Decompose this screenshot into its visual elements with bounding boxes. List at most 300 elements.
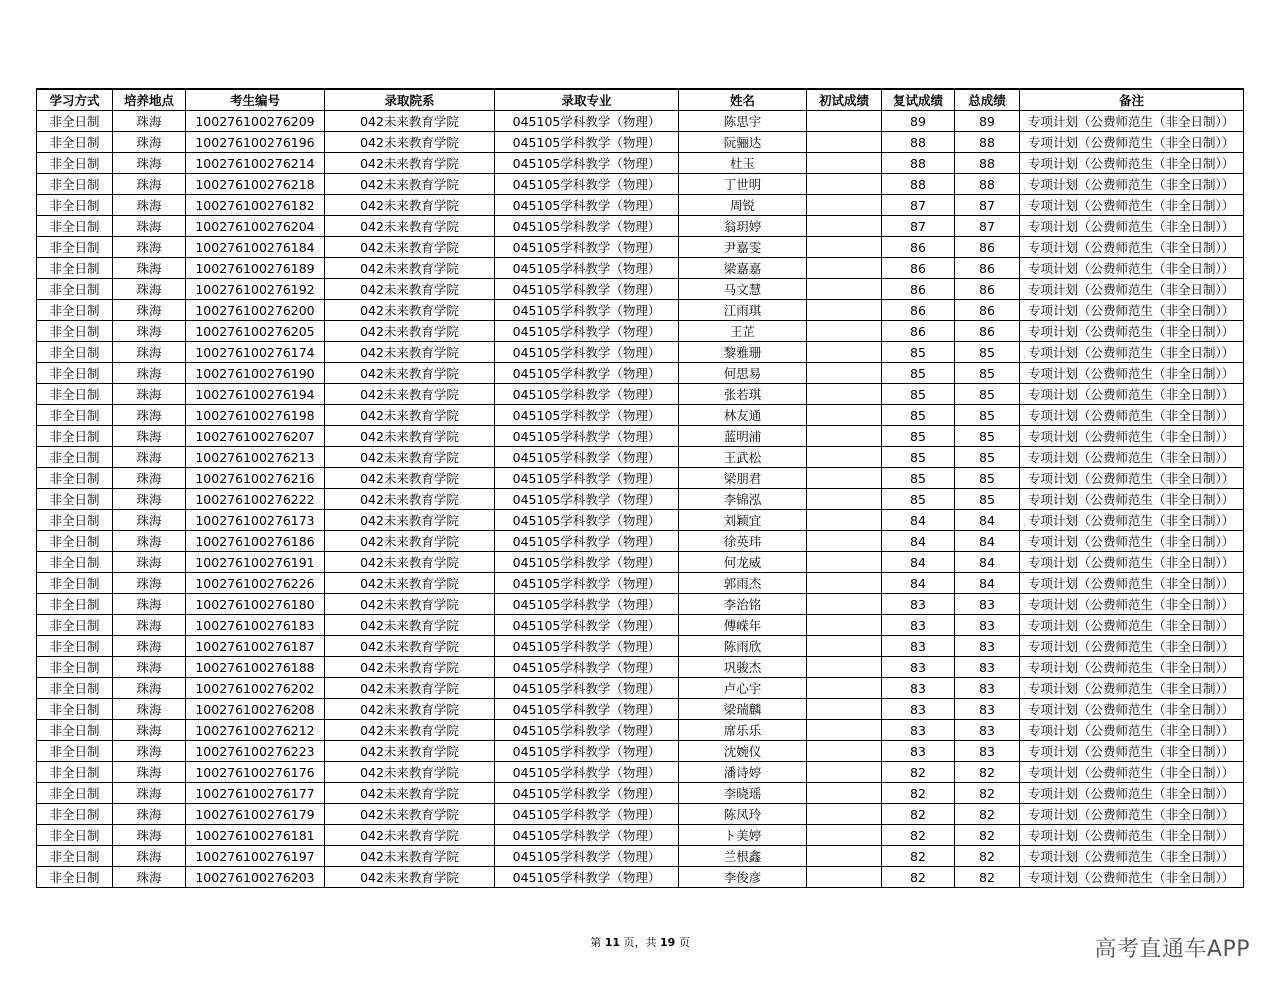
initial-score-cell	[807, 279, 882, 300]
table-row	[37, 384, 1244, 405]
department-cell: 042未来教育学院	[325, 153, 495, 174]
major-cell: 045105学科教学（物理）	[495, 153, 679, 174]
watermark: 高考直通车APP	[1094, 937, 1250, 962]
department-cell: 042未来教育学院	[325, 825, 495, 846]
candidate-id-cell: 100276100276207	[186, 426, 325, 447]
table-row	[37, 195, 1244, 216]
total-score-cell: 88	[955, 174, 1020, 195]
retest-score-cell: 85	[882, 405, 955, 426]
initial-score-cell	[807, 468, 882, 489]
total-score-cell: 84	[955, 510, 1020, 531]
location-cell: 珠海	[113, 720, 186, 741]
name-cell: 杜玉	[679, 153, 807, 174]
location-cell: 珠海	[113, 363, 186, 384]
admission-table	[36, 88, 1244, 888]
total-score-cell: 82	[955, 867, 1020, 888]
study-mode-cell: 非全日制	[37, 489, 113, 510]
study-mode-cell: 非全日制	[37, 573, 113, 594]
department-cell: 042未来教育学院	[325, 447, 495, 468]
table-row	[37, 426, 1244, 447]
table-row	[37, 342, 1244, 363]
remark-cell: 专项计划（公费师范生（非全日制））	[1020, 762, 1244, 783]
retest-score-cell: 86	[882, 237, 955, 258]
total-pages: 19	[660, 936, 676, 949]
location-cell: 珠海	[113, 237, 186, 258]
location-cell: 珠海	[113, 111, 186, 132]
total-score-cell: 86	[955, 300, 1020, 321]
table-row	[37, 741, 1244, 762]
study-mode-cell: 非全日制	[37, 594, 113, 615]
table-row	[37, 132, 1244, 153]
location-cell: 珠海	[113, 825, 186, 846]
name-cell: 沈婉仪	[679, 741, 807, 762]
study-mode-cell: 非全日制	[37, 636, 113, 657]
total-score-cell: 82	[955, 804, 1020, 825]
table-body	[37, 111, 1244, 888]
department-cell: 042未来教育学院	[325, 657, 495, 678]
name-cell: 马文慧	[679, 279, 807, 300]
column-header: 初试成绩	[807, 89, 882, 111]
major-cell: 045105学科教学（物理）	[495, 321, 679, 342]
column-header: 考生编号	[186, 89, 325, 111]
candidate-id-cell: 100276100276194	[186, 384, 325, 405]
total-score-cell: 83	[955, 741, 1020, 762]
initial-score-cell	[807, 132, 882, 153]
study-mode-cell: 非全日制	[37, 804, 113, 825]
page-prefix: 第	[590, 936, 602, 949]
major-cell: 045105学科教学（物理）	[495, 657, 679, 678]
major-cell: 045105学科教学（物理）	[495, 132, 679, 153]
name-cell: 郭雨杰	[679, 573, 807, 594]
remark-cell: 专项计划（公费师范生（非全日制））	[1020, 489, 1244, 510]
candidate-id-cell: 100276100276200	[186, 300, 325, 321]
name-cell: ト美婷	[679, 825, 807, 846]
candidate-id-cell: 100276100276184	[186, 237, 325, 258]
table-row	[37, 762, 1244, 783]
initial-score-cell	[807, 510, 882, 531]
study-mode-cell: 非全日制	[37, 300, 113, 321]
department-cell: 042未来教育学院	[325, 720, 495, 741]
table-row	[37, 405, 1244, 426]
retest-score-cell: 83	[882, 699, 955, 720]
major-cell: 045105学科教学（物理）	[495, 846, 679, 867]
column-header: 录取专业	[495, 89, 679, 111]
major-cell: 045105学科教学（物理）	[495, 258, 679, 279]
department-cell: 042未来教育学院	[325, 804, 495, 825]
location-cell: 珠海	[113, 426, 186, 447]
remark-cell: 专项计划（公费师范生（非全日制））	[1020, 447, 1244, 468]
name-cell: 周锐	[679, 195, 807, 216]
candidate-id-cell: 100276100276222	[186, 489, 325, 510]
retest-score-cell: 85	[882, 363, 955, 384]
retest-score-cell: 83	[882, 741, 955, 762]
initial-score-cell	[807, 720, 882, 741]
name-cell: 李锦泓	[679, 489, 807, 510]
initial-score-cell	[807, 300, 882, 321]
remark-cell: 专项计划（公费师范生（非全日制））	[1020, 384, 1244, 405]
major-cell: 045105学科教学（物理）	[495, 489, 679, 510]
major-cell: 045105学科教学（物理）	[495, 405, 679, 426]
location-cell: 珠海	[113, 594, 186, 615]
retest-score-cell: 83	[882, 678, 955, 699]
initial-score-cell	[807, 615, 882, 636]
table-row	[37, 237, 1244, 258]
department-cell: 042未来教育学院	[325, 615, 495, 636]
initial-score-cell	[807, 111, 882, 132]
candidate-id-cell: 100276100276183	[186, 615, 325, 636]
location-cell: 珠海	[113, 384, 186, 405]
major-cell: 045105学科教学（物理）	[495, 804, 679, 825]
retest-score-cell: 84	[882, 531, 955, 552]
candidate-id-cell: 100276100276213	[186, 447, 325, 468]
remark-cell: 专项计划（公费师范生（非全日制））	[1020, 720, 1244, 741]
department-cell: 042未来教育学院	[325, 741, 495, 762]
name-cell: 王芷	[679, 321, 807, 342]
total-score-cell: 87	[955, 216, 1020, 237]
page-suffix: 页	[678, 936, 690, 949]
department-cell: 042未来教育学院	[325, 384, 495, 405]
candidate-id-cell: 100276100276205	[186, 321, 325, 342]
study-mode-cell: 非全日制	[37, 720, 113, 741]
name-cell: 王武松	[679, 447, 807, 468]
name-cell: 席乐乐	[679, 720, 807, 741]
total-score-cell: 85	[955, 447, 1020, 468]
candidate-id-cell: 100276100276212	[186, 720, 325, 741]
initial-score-cell	[807, 594, 882, 615]
location-cell: 珠海	[113, 531, 186, 552]
initial-score-cell	[807, 762, 882, 783]
total-score-cell: 82	[955, 825, 1020, 846]
study-mode-cell: 非全日制	[37, 615, 113, 636]
remark-cell: 专项计划（公费师范生（非全日制））	[1020, 153, 1244, 174]
retest-score-cell: 82	[882, 783, 955, 804]
retest-score-cell: 85	[882, 468, 955, 489]
remark-cell: 专项计划（公费师范生（非全日制））	[1020, 468, 1244, 489]
table-row	[37, 363, 1244, 384]
name-cell: 徐英玮	[679, 531, 807, 552]
total-score-cell: 83	[955, 720, 1020, 741]
major-cell: 045105学科教学（物理）	[495, 720, 679, 741]
initial-score-cell	[807, 384, 882, 405]
remark-cell: 专项计划（公费师范生（非全日制））	[1020, 552, 1244, 573]
name-cell: 江雨琪	[679, 300, 807, 321]
major-cell: 045105学科教学（物理）	[495, 699, 679, 720]
major-cell: 045105学科教学（物理）	[495, 762, 679, 783]
major-cell: 045105学科教学（物理）	[495, 447, 679, 468]
initial-score-cell	[807, 237, 882, 258]
department-cell: 042未来教育学院	[325, 111, 495, 132]
location-cell: 珠海	[113, 573, 186, 594]
major-cell: 045105学科教学（物理）	[495, 678, 679, 699]
remark-cell: 专项计划（公费师范生（非全日制））	[1020, 804, 1244, 825]
table-row	[37, 636, 1244, 657]
retest-score-cell: 88	[882, 174, 955, 195]
table-header	[37, 89, 1244, 111]
location-cell: 珠海	[113, 867, 186, 888]
total-score-cell: 85	[955, 426, 1020, 447]
location-cell: 珠海	[113, 300, 186, 321]
retest-score-cell: 87	[882, 216, 955, 237]
retest-score-cell: 85	[882, 342, 955, 363]
initial-score-cell	[807, 258, 882, 279]
total-score-cell: 83	[955, 657, 1020, 678]
remark-cell: 专项计划（公费师范生（非全日制））	[1020, 174, 1244, 195]
candidate-id-cell: 100276100276196	[186, 132, 325, 153]
remark-cell: 专项计划（公费师范生（非全日制））	[1020, 573, 1244, 594]
name-cell: 兰根鑫	[679, 846, 807, 867]
name-cell: 巩骏杰	[679, 657, 807, 678]
retest-score-cell: 85	[882, 426, 955, 447]
remark-cell: 专项计划（公费师范生（非全日制））	[1020, 363, 1244, 384]
total-score-cell: 87	[955, 195, 1020, 216]
table-row	[37, 300, 1244, 321]
retest-score-cell: 83	[882, 594, 955, 615]
location-cell: 珠海	[113, 153, 186, 174]
study-mode-cell: 非全日制	[37, 531, 113, 552]
remark-cell: 专项计划（公费师范生（非全日制））	[1020, 678, 1244, 699]
retest-score-cell: 86	[882, 321, 955, 342]
table-row	[37, 678, 1244, 699]
location-cell: 珠海	[113, 762, 186, 783]
study-mode-cell: 非全日制	[37, 363, 113, 384]
location-cell: 珠海	[113, 699, 186, 720]
remark-cell: 专项计划（公费师范生（非全日制））	[1020, 216, 1244, 237]
initial-score-cell	[807, 363, 882, 384]
table-row	[37, 573, 1244, 594]
retest-score-cell: 82	[882, 825, 955, 846]
location-cell: 珠海	[113, 279, 186, 300]
department-cell: 042未来教育学院	[325, 846, 495, 867]
location-cell: 珠海	[113, 174, 186, 195]
major-cell: 045105学科教学（物理）	[495, 594, 679, 615]
initial-score-cell	[807, 825, 882, 846]
remark-cell: 专项计划（公费师范生（非全日制））	[1020, 699, 1244, 720]
major-cell: 045105学科教学（物理）	[495, 531, 679, 552]
table-row	[37, 825, 1244, 846]
study-mode-cell: 非全日制	[37, 468, 113, 489]
remark-cell: 专项计划（公费师范生（非全日制））	[1020, 321, 1244, 342]
total-score-cell: 83	[955, 699, 1020, 720]
location-cell: 珠海	[113, 657, 186, 678]
major-cell: 045105学科教学（物理）	[495, 363, 679, 384]
candidate-id-cell: 100276100276197	[186, 846, 325, 867]
location-cell: 珠海	[113, 321, 186, 342]
study-mode-cell: 非全日制	[37, 447, 113, 468]
name-cell: 梁嘉嘉	[679, 258, 807, 279]
remark-cell: 专项计划（公费师范生（非全日制））	[1020, 846, 1244, 867]
study-mode-cell: 非全日制	[37, 825, 113, 846]
major-cell: 045105学科教学（物理）	[495, 237, 679, 258]
initial-score-cell	[807, 216, 882, 237]
column-header: 姓名	[679, 89, 807, 111]
retest-score-cell: 85	[882, 489, 955, 510]
department-cell: 042未来教育学院	[325, 762, 495, 783]
retest-score-cell: 82	[882, 804, 955, 825]
name-cell: 梁瑞麟	[679, 699, 807, 720]
retest-score-cell: 82	[882, 762, 955, 783]
department-cell: 042未来教育学院	[325, 237, 495, 258]
retest-score-cell: 84	[882, 552, 955, 573]
column-header: 复试成绩	[882, 89, 955, 111]
study-mode-cell: 非全日制	[37, 552, 113, 573]
candidate-id-cell: 100276100276223	[186, 741, 325, 762]
department-cell: 042未来教育学院	[325, 531, 495, 552]
major-cell: 045105学科教学（物理）	[495, 111, 679, 132]
remark-cell: 专项计划（公费师范生（非全日制））	[1020, 426, 1244, 447]
total-score-cell: 82	[955, 846, 1020, 867]
remark-cell: 专项计划（公费师范生（非全日制））	[1020, 405, 1244, 426]
table-row	[37, 447, 1244, 468]
candidate-id-cell: 100276100276189	[186, 258, 325, 279]
remark-cell: 专项计划（公费师范生（非全日制））	[1020, 657, 1244, 678]
candidate-id-cell: 100276100276209	[186, 111, 325, 132]
study-mode-cell: 非全日制	[37, 174, 113, 195]
initial-score-cell	[807, 573, 882, 594]
major-cell: 045105学科教学（物理）	[495, 279, 679, 300]
name-cell: 黎雅珊	[679, 342, 807, 363]
location-cell: 珠海	[113, 447, 186, 468]
department-cell: 042未来教育学院	[325, 342, 495, 363]
candidate-id-cell: 100276100276188	[186, 657, 325, 678]
initial-score-cell	[807, 867, 882, 888]
total-score-cell: 85	[955, 468, 1020, 489]
location-cell: 珠海	[113, 846, 186, 867]
table-row	[37, 720, 1244, 741]
retest-score-cell: 82	[882, 846, 955, 867]
page-middle: 页，共	[623, 936, 657, 949]
total-score-cell: 84	[955, 573, 1020, 594]
study-mode-cell: 非全日制	[37, 258, 113, 279]
location-cell: 珠海	[113, 468, 186, 489]
study-mode-cell: 非全日制	[37, 132, 113, 153]
candidate-id-cell: 100276100276202	[186, 678, 325, 699]
department-cell: 042未来教育学院	[325, 132, 495, 153]
candidate-id-cell: 100276100276218	[186, 174, 325, 195]
retest-score-cell: 82	[882, 867, 955, 888]
candidate-id-cell: 100276100276186	[186, 531, 325, 552]
name-cell: 陈凤玲	[679, 804, 807, 825]
major-cell: 045105学科教学（物理）	[495, 741, 679, 762]
total-score-cell: 84	[955, 531, 1020, 552]
table-row	[37, 867, 1244, 888]
candidate-id-cell: 100276100276204	[186, 216, 325, 237]
initial-score-cell	[807, 342, 882, 363]
study-mode-cell: 非全日制	[37, 678, 113, 699]
header-row	[37, 89, 1244, 111]
study-mode-cell: 非全日制	[37, 342, 113, 363]
remark-cell: 专项计划（公费师范生（非全日制））	[1020, 825, 1244, 846]
department-cell: 042未来教育学院	[325, 405, 495, 426]
major-cell: 045105学科教学（物理）	[495, 573, 679, 594]
table-row	[37, 468, 1244, 489]
department-cell: 042未来教育学院	[325, 279, 495, 300]
study-mode-cell: 非全日制	[37, 699, 113, 720]
retest-score-cell: 87	[882, 195, 955, 216]
candidate-id-cell: 100276100276208	[186, 699, 325, 720]
major-cell: 045105学科教学（物理）	[495, 636, 679, 657]
remark-cell: 专项计划（公费师范生（非全日制））	[1020, 867, 1244, 888]
column-header: 学习方式	[37, 89, 113, 111]
location-cell: 珠海	[113, 258, 186, 279]
location-cell: 珠海	[113, 783, 186, 804]
location-cell: 珠海	[113, 489, 186, 510]
initial-score-cell	[807, 531, 882, 552]
column-header: 备注	[1020, 89, 1244, 111]
remark-cell: 专项计划（公费师范生（非全日制））	[1020, 258, 1244, 279]
name-cell: 何龙威	[679, 552, 807, 573]
major-cell: 045105学科教学（物理）	[495, 384, 679, 405]
candidate-id-cell: 100276100276216	[186, 468, 325, 489]
department-cell: 042未来教育学院	[325, 594, 495, 615]
major-cell: 045105学科教学（物理）	[495, 174, 679, 195]
study-mode-cell: 非全日制	[37, 216, 113, 237]
location-cell: 珠海	[113, 405, 186, 426]
candidate-id-cell: 100276100276176	[186, 762, 325, 783]
total-score-cell: 86	[955, 279, 1020, 300]
location-cell: 珠海	[113, 342, 186, 363]
candidate-id-cell: 100276100276226	[186, 573, 325, 594]
table-row	[37, 531, 1244, 552]
name-cell: 陈思宇	[679, 111, 807, 132]
retest-score-cell: 83	[882, 636, 955, 657]
total-score-cell: 88	[955, 153, 1020, 174]
initial-score-cell	[807, 657, 882, 678]
name-cell: 李治铭	[679, 594, 807, 615]
total-score-cell: 85	[955, 489, 1020, 510]
name-cell: 陈雨欣	[679, 636, 807, 657]
retest-score-cell: 85	[882, 384, 955, 405]
location-cell: 珠海	[113, 216, 186, 237]
department-cell: 042未来教育学院	[325, 510, 495, 531]
name-cell: 潘诗婷	[679, 762, 807, 783]
major-cell: 045105学科教学（物理）	[495, 867, 679, 888]
name-cell: 蓝明浦	[679, 426, 807, 447]
retest-score-cell: 89	[882, 111, 955, 132]
remark-cell: 专项计划（公费师范生（非全日制））	[1020, 342, 1244, 363]
retest-score-cell: 86	[882, 258, 955, 279]
study-mode-cell: 非全日制	[37, 762, 113, 783]
name-cell: 张若琪	[679, 384, 807, 405]
initial-score-cell	[807, 489, 882, 510]
candidate-id-cell: 100276100276190	[186, 363, 325, 384]
table-row	[37, 279, 1244, 300]
study-mode-cell: 非全日制	[37, 321, 113, 342]
table-row	[37, 699, 1244, 720]
total-score-cell: 85	[955, 363, 1020, 384]
department-cell: 042未来教育学院	[325, 216, 495, 237]
column-header: 总成绩	[955, 89, 1020, 111]
department-cell: 042未来教育学院	[325, 174, 495, 195]
table-row	[37, 258, 1244, 279]
table-row	[37, 321, 1244, 342]
name-cell: 翁玥婷	[679, 216, 807, 237]
candidate-id-cell: 100276100276198	[186, 405, 325, 426]
remark-cell: 专项计划（公费师范生（非全日制））	[1020, 741, 1244, 762]
department-cell: 042未来教育学院	[325, 699, 495, 720]
candidate-id-cell: 100276100276174	[186, 342, 325, 363]
remark-cell: 专项计划（公费师范生（非全日制））	[1020, 300, 1244, 321]
department-cell: 042未来教育学院	[325, 321, 495, 342]
remark-cell: 专项计划（公费师范生（非全日制））	[1020, 111, 1244, 132]
location-cell: 珠海	[113, 804, 186, 825]
name-cell: 李晓瑶	[679, 783, 807, 804]
initial-score-cell	[807, 426, 882, 447]
initial-score-cell	[807, 678, 882, 699]
location-cell: 珠海	[113, 195, 186, 216]
total-score-cell: 85	[955, 384, 1020, 405]
retest-score-cell: 83	[882, 720, 955, 741]
initial-score-cell	[807, 783, 882, 804]
